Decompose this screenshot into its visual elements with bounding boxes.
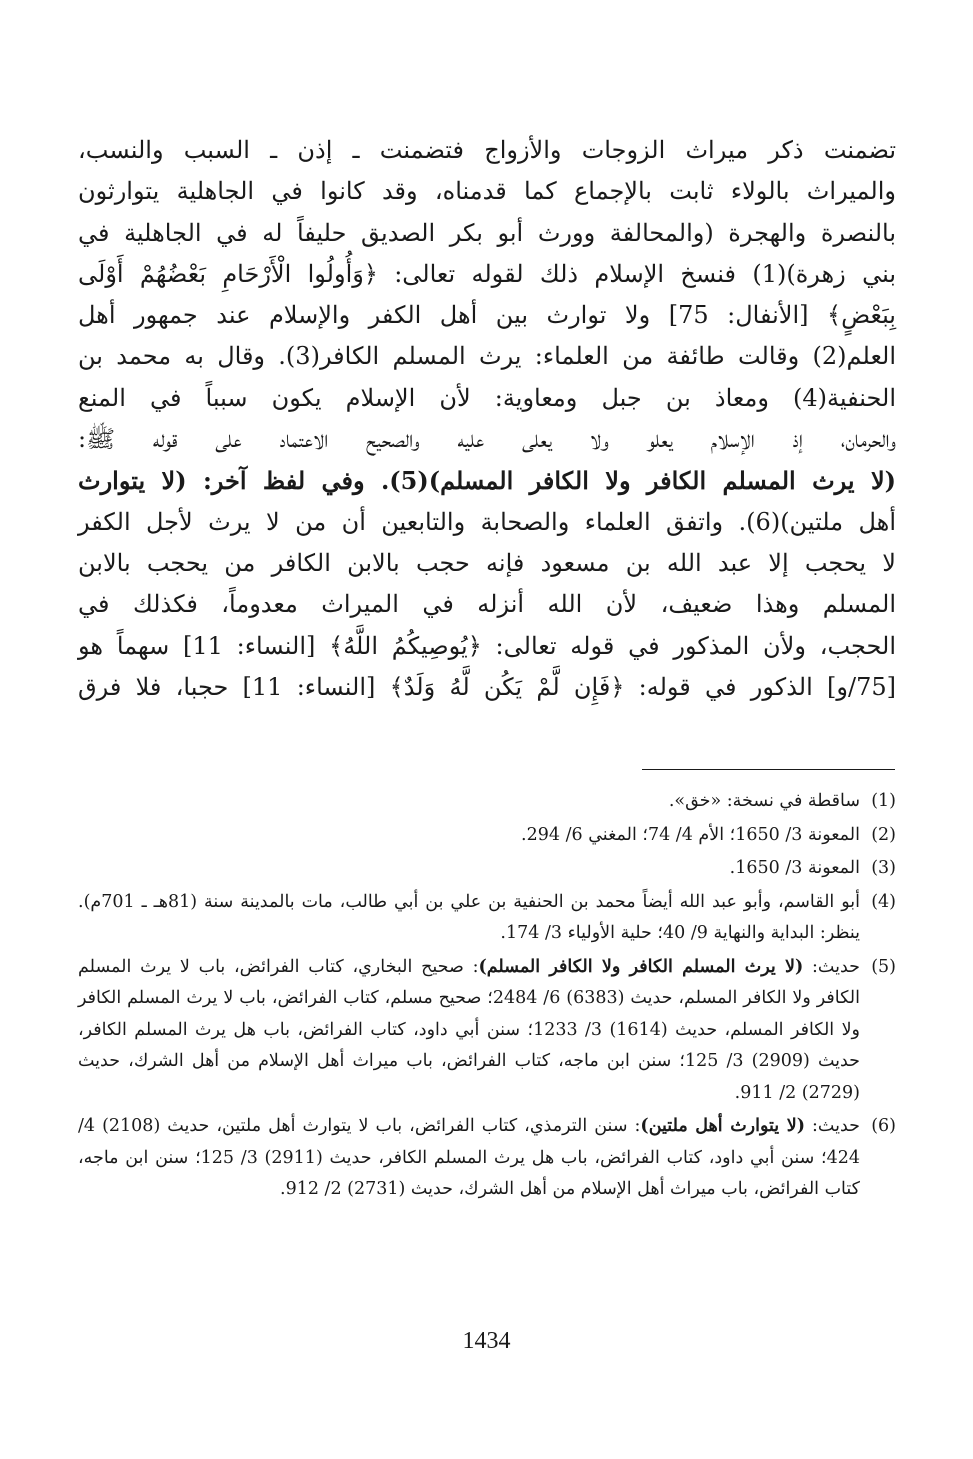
footnote-lead: حديث: [803,956,860,977]
footnote-text: المعونة 3/ 1650. [729,858,860,878]
hadith-quote: (لا يرث المسلم الكافر ولا الكافر المسلم) [478,956,804,977]
text-line: بِبَعْضٍ﴾ [الأنفال: 75] ولا توارث بين أهل الكفر والإسلام عند جمهور أهل [78,301,896,330]
text-line: أهل ملتين)(6). واتفق العلماء والصحابة والتابعين أن من لا يرث لأجل الكفر [78,507,896,536]
footnote-text: المعونة 3/ 1650؛ الأم 4/ 74؛ المغني 6/ 294. [521,824,860,845]
footnote [78,853,896,885]
text-line: تضمنت ذكر ميراث الزوجات والأزواج فتضمنت ـ إذن ـ السبب والنسب، [78,136,897,164]
footnote-number: (5) [871,956,896,977]
main-text [78,130,896,708]
footnote-separator [642,769,895,770]
text-line: بالنصرة والهجرة (والمحالفة وورث أبو بكر الصديق حليفاً له في الجاهلية في [78,218,896,247]
text-line: بني زهرة)(1) فنسخ الإسلام ذلك لقوله تعالى: ﴿وَأُولُوا الْأَرْحَامِ بَعْضُهُمْ أَوْلَى [78,259,897,288]
text-line: والميراث بالولاء ثابت بالإجماع كما قدمناه، وقد كانوا في الجاهلية يتوارثون [78,177,896,206]
footnote-body: : صحيح البخاري، كتاب الفرائض، باب لا يرث المسلم الكافر ولا الكافر المسلم، حديث (6383) 6/ 2484؛ صحيح مسلم، كتاب الفرائض، باب لا يرث المسلم الكافر ولا الكافر المسلم، حديث (1614) 3/ 1233؛ سنن أبي داود، كتاب الفرائض، باب هل يرث المسلم الكافر، حديث (2909) 3/ 125؛ سنن ابن ماجه، كتاب الفرائض، باب ميراث أهل الإسلام من أهل الشرك، حديث (2729) 2/ 911. [78,956,860,1103]
text-line: (لا يرث المسلم الكافر ولا الكافر المسلم)(5). وفي لفظ آخر: (لا يتوارث [78,466,897,496]
footnote-number: (4) [871,891,896,912]
footnote [78,887,896,950]
text-line: [75/و] الذكور في قوله: ﴿فَإِن لَّمْ يَكُن لَّهُ وَلَدٌ﴾ [النساء: 11] حجبا، فلا فرق [78,672,896,701]
footnote-number: (3) [871,858,896,878]
footnote [78,952,896,1110]
text-line: الحنفية(4) ومعاذ بن جبل ومعاوية: لأن الإسلام يكون سبباً في المنع [78,383,896,412]
text-line: العلم(2) وقالت طائفة من العلماء: يرث المسلم الكافر(3). وقال به محمد بن [78,342,896,371]
footnote-number: (1) [871,791,896,811]
footnotes [78,786,896,1208]
footnote [78,786,896,818]
text-line: والحرمان، إذ الإسلام يعلو ولا يعلى عليه والصحيح الاعتماد على قوله ﷺ: [78,425,896,454]
footnote-text: أبو القاسم، وأبو عبد الله أيضاً محمد بن الحنفية بن علي بن أبي طالب، مات بالمدينة سنة (81هـ ـ 701م). ينظر: البداية والنهاية 9/ 40؛ حلية الأولياء 3/ 174. [78,891,860,943]
footnote-lead: حديث: [805,1116,860,1136]
text-line: المسلم وهذا ضعيف، لأن الله أنزله في الميراث معدوماً، فكذلك في [78,590,896,619]
footnote-text: ساقطة في نسخة: «خق». [668,791,860,811]
footnote-text [78,952,860,1110]
text-line: لا يحجب إلا عبد الله بن مسعود فإنه حجب بالابن الكافر من يحجب بالابن [78,548,896,577]
footnote-number: (6) [871,1116,896,1136]
footnote [78,820,896,852]
footnote-number: (2) [871,824,896,845]
footnote-body: : سنن الترمذي، كتاب الفرائض، باب لا يتوارث أهل ملتين، حديث (2108) 4/ 424؛ سنن أبي داود، كتاب الفرائض، باب هل يرث المسلم الكافر، حديث (2911) 3/ 125؛ سنن ابن ماجه، كتاب الفرائض، باب ميراث أهل الإسلام من أهل الشرك، حديث (2731) 2/ 912. [78,1116,861,1199]
page-number: 1434 [462,1328,511,1354]
footnote-text [78,1111,860,1206]
text-line: الحجب، ولأن المذكور في قوله تعالى: ﴿يُوصِيكُمُ اللَّهُ﴾ [النساء: 11] سهماً هو [78,631,896,660]
hadith-quote: (لا يتوارث أهل ملتين) [640,1116,805,1136]
footnote [78,1111,896,1206]
